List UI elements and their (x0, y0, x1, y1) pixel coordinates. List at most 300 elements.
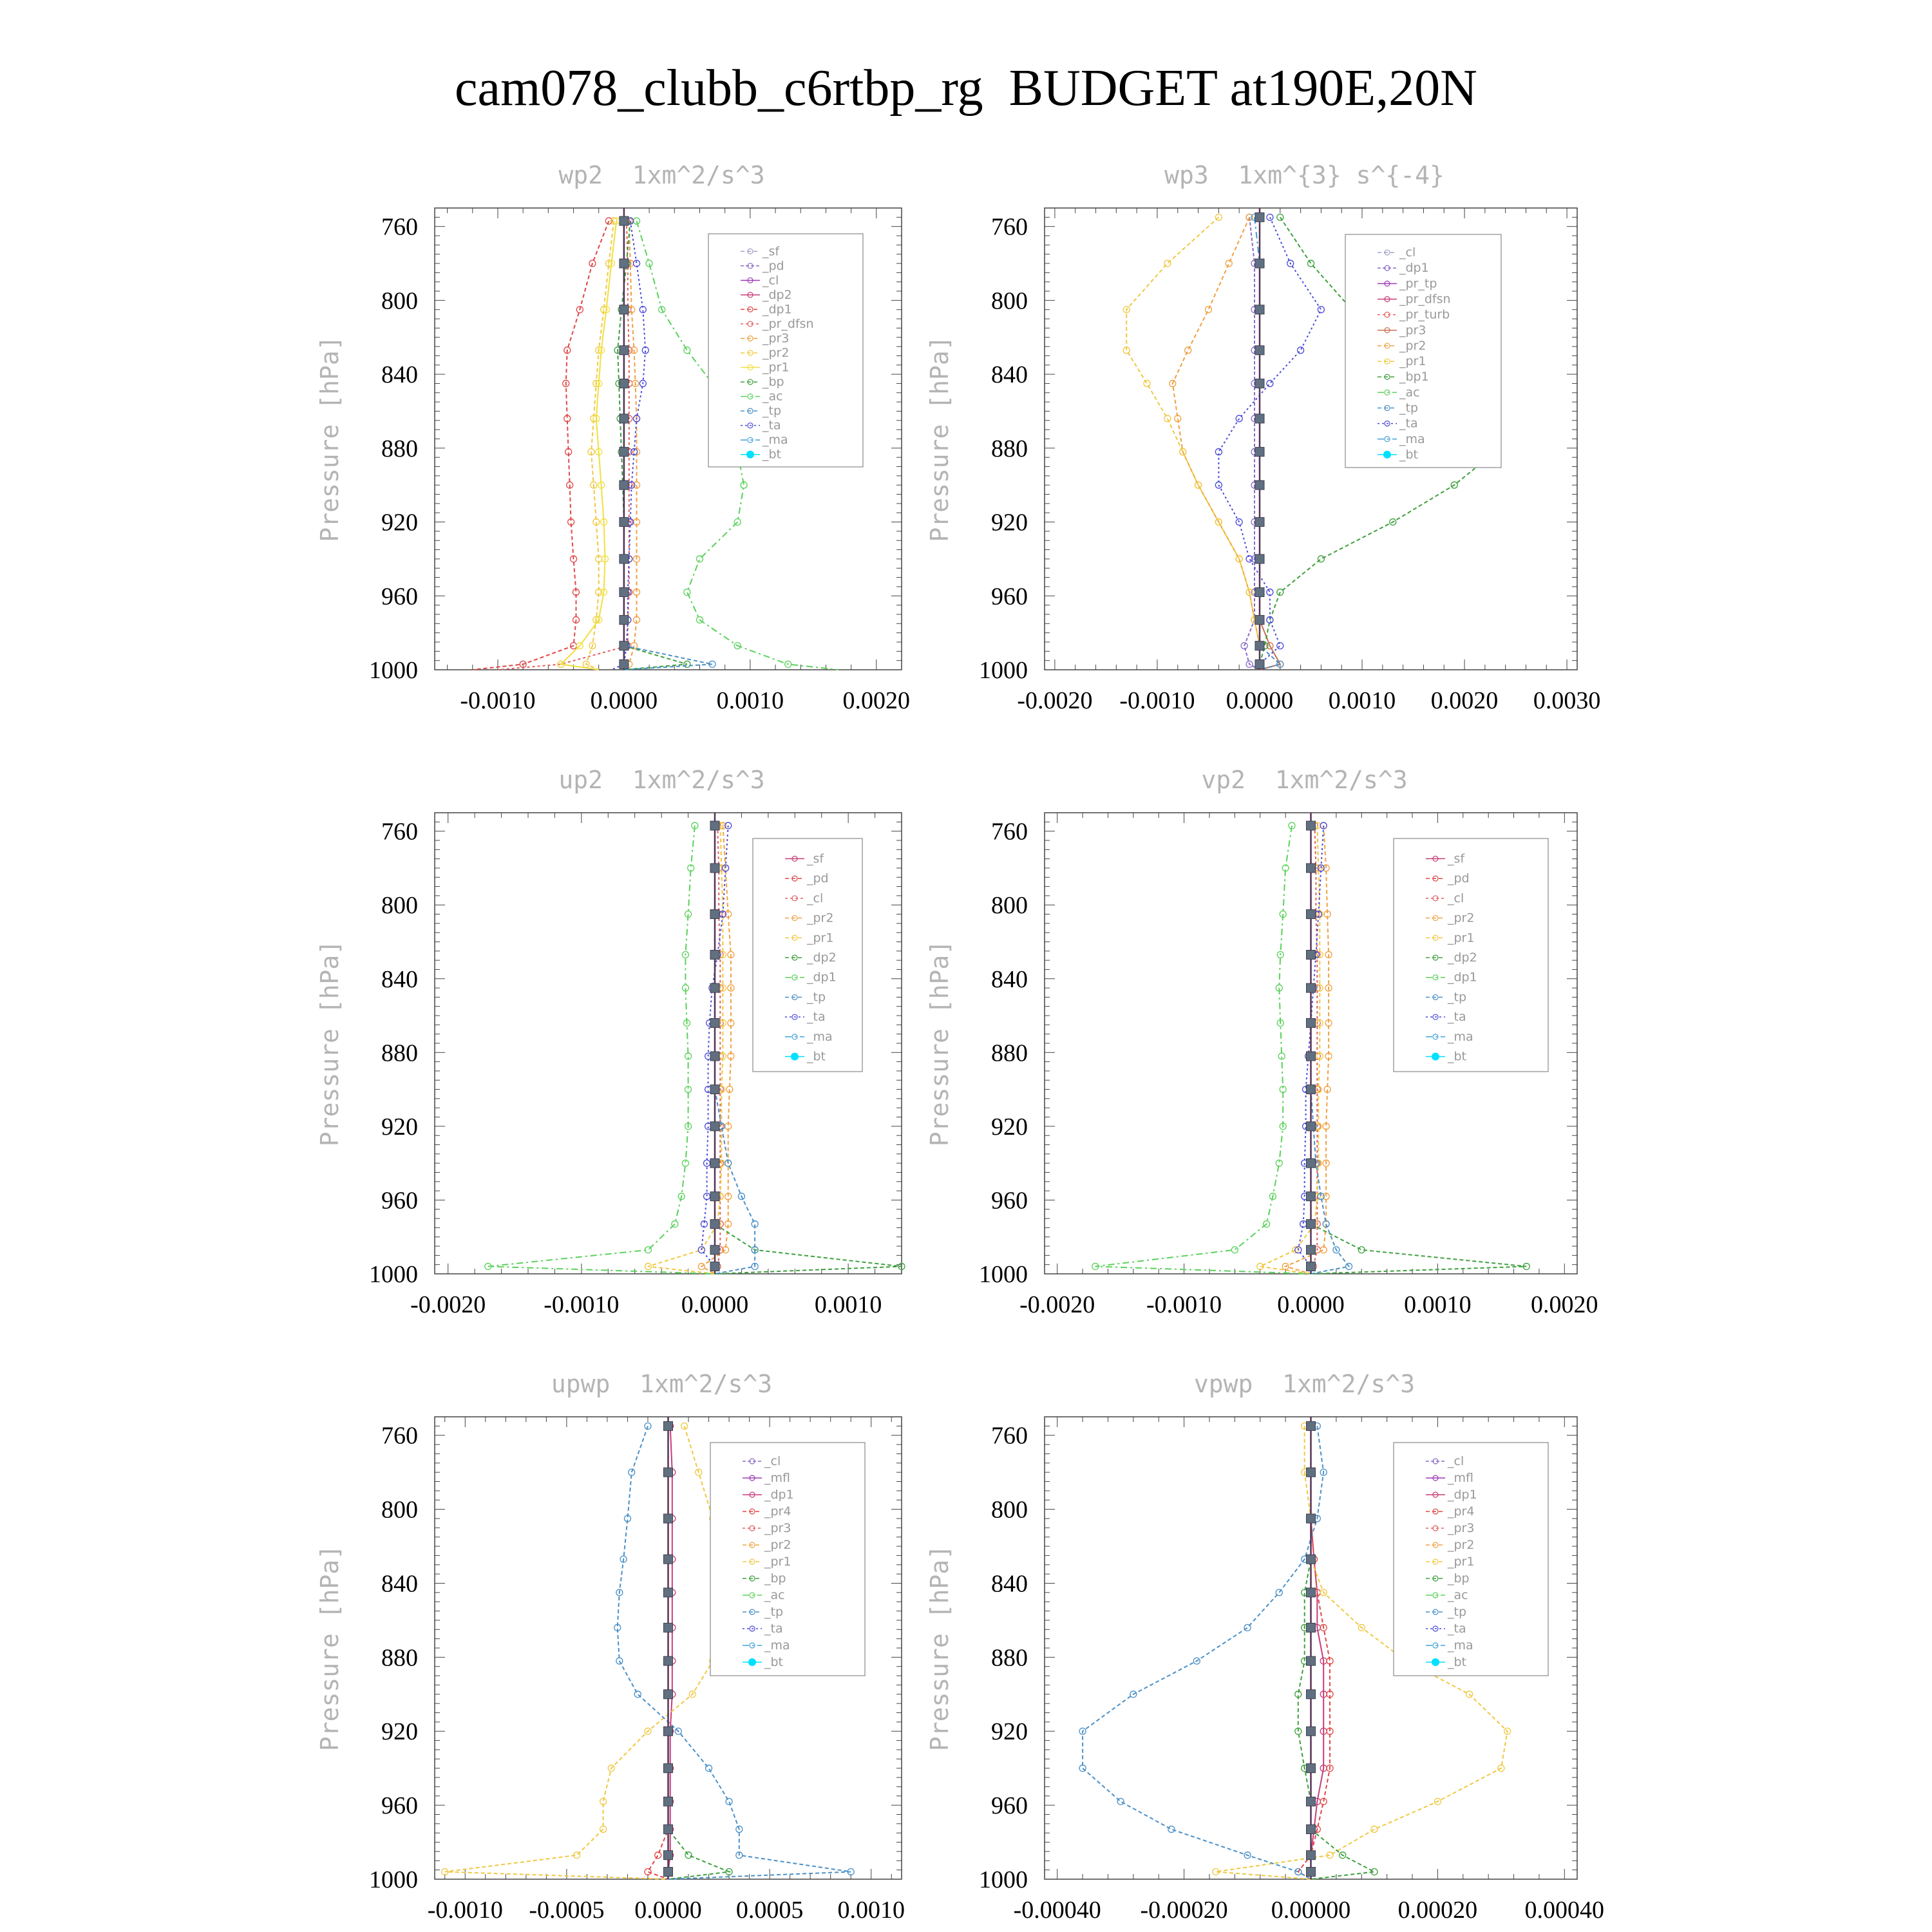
legend-label: _ta (762, 418, 781, 433)
y-tick-label: 960 (381, 583, 418, 611)
y-axis-label: Pressure [hPa] (316, 336, 344, 542)
y-tick-label: 760 (991, 213, 1028, 241)
legend-label: _pr2 (807, 911, 834, 925)
zero-profile-marker (1255, 259, 1264, 268)
zero-profile-marker (710, 864, 719, 873)
zero-profile-marker (1255, 480, 1264, 489)
zero-profile-marker (1307, 1690, 1316, 1699)
y-axis-label: Pressure [hPa] (925, 940, 954, 1147)
legend-marker (1383, 451, 1391, 459)
data-point (1277, 643, 1283, 649)
series-line (648, 826, 723, 1274)
x-tick-label: -0.00040 (1013, 1897, 1101, 1924)
zero-profile-marker (664, 1727, 673, 1736)
y-tick-label: 840 (991, 1570, 1028, 1598)
zero-profile-marker (1307, 1421, 1316, 1430)
zero-profile-marker (710, 1262, 719, 1271)
data-point (685, 1852, 692, 1859)
x-tick-label: 0.0000 (634, 1897, 702, 1924)
x-tick-label: 0.0000 (590, 687, 658, 714)
legend-label: _ma (764, 1638, 790, 1653)
x-tick-label: 0.00000 (1271, 1897, 1351, 1924)
zero-profile-marker (620, 305, 629, 314)
panel-1 (316, 161, 910, 714)
x-tick-label: 0.0020 (1430, 687, 1499, 714)
legend-label: _dp1 (1399, 261, 1429, 276)
legend-label: _sf (807, 851, 824, 866)
x-tick-label: -0.0010 (460, 687, 536, 714)
series-line (561, 221, 616, 670)
zero-profile-marker (1307, 1262, 1316, 1271)
zero-profile-marker (1307, 1824, 1316, 1833)
zero-profile-marker (664, 1764, 673, 1773)
zero-profile-marker (620, 379, 629, 388)
legend-label: _bp1 (1399, 370, 1429, 384)
legend-marker (748, 1658, 756, 1666)
x-tick-label: 0.0000 (1277, 1291, 1345, 1318)
legend-label: _mfl (764, 1471, 790, 1485)
legend-label: _pr4 (764, 1504, 791, 1519)
x-tick-label: 0.0005 (735, 1897, 804, 1924)
data-point (1144, 380, 1150, 386)
legend-label: _pr1 (1399, 354, 1426, 369)
zero-profile-marker (620, 641, 629, 650)
data-point (684, 347, 690, 354)
legend-label: _dp2 (762, 287, 792, 302)
legend-label: _pr2 (1448, 911, 1475, 925)
zero-profile-marker (620, 554, 629, 564)
data-point (684, 589, 690, 596)
x-tick-label: 0.0000 (681, 1291, 749, 1318)
data-point (634, 1691, 641, 1698)
y-tick-label: 920 (991, 509, 1028, 536)
legend-label: _bt (1448, 1049, 1467, 1064)
y-tick-label: 880 (381, 1039, 418, 1067)
y-tick-label: 920 (991, 1718, 1028, 1746)
legend-label: _tp (807, 990, 826, 1005)
y-tick-label: 1000 (979, 657, 1028, 684)
x-tick-label: -0.0010 (427, 1897, 503, 1924)
legend-label: _dp1 (1448, 970, 1477, 985)
zero-profile-marker (1307, 1159, 1316, 1168)
legend-label: _pr3 (764, 1521, 791, 1535)
zero-profile-marker (1307, 1851, 1316, 1860)
legend-label: _bt (762, 447, 782, 462)
data-point (1168, 1826, 1175, 1832)
zero-profile-marker (1307, 1052, 1316, 1061)
data-point (1231, 1247, 1238, 1253)
series-line (648, 1426, 668, 1879)
zero-profile-marker (710, 983, 719, 992)
y-tick-label: 760 (381, 1422, 418, 1450)
zero-profile-marker (664, 1555, 673, 1564)
legend-label: _sf (762, 244, 780, 259)
legend-label: _ta (764, 1622, 783, 1636)
x-tick-label: -0.0010 (1146, 1291, 1222, 1318)
panel-title: wp3 1xm^{3} s^{-4} (1164, 161, 1444, 189)
y-tick-label: 800 (991, 287, 1028, 315)
zero-profile-marker (664, 1514, 673, 1523)
zero-profile-marker (1307, 1122, 1316, 1131)
x-tick-label: -0.0010 (1119, 687, 1195, 714)
zero-profile-marker (664, 1851, 673, 1860)
y-tick-label: 800 (991, 1496, 1028, 1524)
legend-label: _tp (1448, 990, 1467, 1005)
zero-profile-marker (620, 518, 629, 527)
y-axis-label: Pressure [hPa] (925, 1544, 954, 1752)
x-tick-label: 0.00020 (1397, 1897, 1478, 1924)
data-point (706, 1765, 712, 1772)
data-point (1226, 260, 1232, 267)
data-point (1164, 415, 1171, 422)
legend-label: _pr_turb (1399, 307, 1450, 322)
y-tick-label: 800 (381, 1496, 418, 1524)
zero-profile-marker (1307, 1764, 1316, 1773)
zero-profile-marker (1255, 641, 1264, 650)
zero-profile-marker (1255, 213, 1264, 222)
legend-label: _bp (1448, 1571, 1470, 1586)
y-tick-label: 880 (991, 1039, 1028, 1067)
x-tick-label: 0.0010 (837, 1897, 905, 1924)
legend-label: _pr1 (807, 931, 834, 945)
zero-profile-marker (664, 1656, 673, 1665)
y-tick-label: 840 (991, 965, 1028, 993)
y-tick-label: 760 (991, 818, 1028, 846)
data-point (681, 1423, 688, 1429)
series-line (1095, 826, 1311, 1274)
zero-profile-marker (1255, 346, 1264, 355)
panel-4 (925, 766, 1598, 1318)
legend-label: _tp (764, 1605, 784, 1619)
zero-profile-marker (710, 910, 719, 919)
zero-profile-marker (1255, 414, 1264, 423)
data-point (1236, 415, 1242, 422)
zero-profile-marker (620, 659, 629, 668)
y-tick-label: 800 (381, 287, 418, 315)
y-tick-label: 880 (991, 435, 1028, 462)
series-line (1083, 1426, 1323, 1879)
series-line (498, 221, 629, 670)
x-tick-label: 0.0010 (716, 687, 784, 714)
legend-label: _pr3 (762, 331, 790, 346)
y-axis-label: Pressure [hPa] (316, 1544, 344, 1752)
y-tick-label: 920 (381, 1718, 418, 1746)
zero-profile-marker (710, 821, 719, 830)
zero-profile-marker (1307, 1085, 1316, 1094)
legend-label: _dp1 (762, 302, 792, 317)
data-point (1318, 556, 1324, 562)
zero-profile-marker (620, 216, 629, 225)
series-line (715, 826, 755, 1274)
y-axis-label: Pressure [hPa] (316, 940, 344, 1147)
zero-profile-marker (620, 259, 629, 268)
series-line (1218, 217, 1321, 670)
y-tick-label: 880 (381, 435, 418, 462)
legend-label: _ma (1448, 1638, 1473, 1653)
zero-profile-marker (1307, 1656, 1316, 1665)
legend-label: _ma (807, 1029, 833, 1044)
legend-label: _pr_dfsn (762, 316, 814, 331)
legend-label: _dp1 (764, 1488, 794, 1502)
legend-label: _dp2 (1448, 951, 1477, 965)
zero-profile-marker (1307, 951, 1316, 960)
data-point (1244, 1624, 1251, 1631)
data-point (1308, 260, 1314, 267)
panel-3 (316, 766, 905, 1318)
data-point (1267, 380, 1273, 386)
y-tick-label: 800 (381, 892, 418, 920)
zero-profile-marker (710, 1245, 719, 1255)
legend-label: _pr4 (1448, 1504, 1475, 1519)
y-tick-label: 920 (381, 509, 418, 536)
legend-label: _pr1 (762, 360, 790, 375)
legend-label: _bt (1399, 447, 1419, 462)
legend-label: _pd (807, 871, 829, 886)
x-tick-label: -0.0020 (410, 1291, 486, 1318)
series-line (586, 221, 614, 670)
zero-profile-marker (1307, 1514, 1316, 1523)
zero-profile-marker (1307, 1868, 1316, 1877)
zero-profile-marker (1307, 1220, 1316, 1229)
x-tick-label: -0.0010 (544, 1291, 620, 1318)
zero-profile-marker (1255, 448, 1264, 457)
x-tick-label: 0.0010 (1328, 687, 1396, 714)
legend-label: _pr3 (1448, 1521, 1475, 1535)
legend-label: _bp (764, 1571, 786, 1586)
legend-label: _ac (764, 1588, 785, 1602)
legend-label: _dp2 (807, 951, 837, 965)
legend-marker (791, 1053, 799, 1061)
zero-profile-marker (664, 1868, 673, 1877)
legend-label: _pd (762, 258, 784, 273)
y-tick-label: 840 (381, 361, 418, 389)
data-point (1298, 347, 1304, 354)
legend-label: _tp (762, 404, 782, 419)
legend-label: _ta (807, 1010, 826, 1025)
zero-profile-marker (1255, 588, 1264, 597)
data-point (629, 1469, 635, 1475)
data-point (1185, 347, 1191, 354)
legend-label: _bt (807, 1049, 826, 1064)
series-line (1298, 1426, 1330, 1879)
y-tick-label: 800 (991, 892, 1028, 920)
data-point (726, 1798, 732, 1804)
zero-profile-marker (1255, 554, 1264, 564)
legend-label: _tp (1448, 1605, 1467, 1619)
legend-label: _pr1 (1448, 1555, 1475, 1569)
zero-profile-marker (710, 1220, 719, 1229)
y-tick-label: 1000 (979, 1866, 1028, 1893)
panel-title: vp2 1xm^2/s^3 (1201, 766, 1408, 794)
legend-label: _cl (764, 1454, 781, 1468)
legend-label: _ac (762, 389, 783, 404)
zero-profile-marker (664, 1421, 673, 1430)
legend-label: _pd (1448, 871, 1470, 886)
legend-label: _cl (1448, 1454, 1464, 1468)
zero-profile-marker (710, 951, 719, 960)
x-tick-label: 0.0010 (1404, 1291, 1472, 1318)
x-tick-label: 0.0030 (1533, 687, 1601, 714)
legend-label: _dp1 (1448, 1488, 1477, 1502)
series-line (701, 826, 731, 1274)
legend-label: _ma (762, 433, 788, 448)
zero-profile-marker (664, 1468, 673, 1477)
y-tick-label: 760 (381, 213, 418, 241)
x-tick-label: -0.0020 (1017, 687, 1093, 714)
zero-profile-marker (664, 1690, 673, 1699)
zero-profile-marker (620, 480, 629, 489)
zero-profile-marker (1307, 821, 1316, 830)
x-tick-label: -0.00020 (1140, 1897, 1228, 1924)
zero-profile-marker (1307, 1623, 1316, 1632)
zero-profile-marker (1307, 1588, 1316, 1597)
zero-profile-marker (620, 448, 629, 457)
legend-label: _ac (1448, 1588, 1468, 1602)
data-point (1164, 260, 1171, 267)
y-tick-label: 880 (381, 1644, 418, 1672)
data-point (1205, 307, 1211, 313)
zero-profile-marker (664, 1623, 673, 1632)
legend-label: _cl (1448, 891, 1464, 905)
y-tick-label: 1000 (369, 1261, 418, 1288)
legend-label: _pr2 (764, 1538, 791, 1552)
legend-label: _ta (1448, 1622, 1466, 1636)
y-tick-label: 880 (991, 1644, 1028, 1672)
legend-label: _bt (1448, 1655, 1467, 1669)
series-line (1285, 826, 1329, 1274)
x-tick-label: 0.00040 (1524, 1897, 1605, 1924)
x-tick-label: 0.0010 (814, 1291, 882, 1318)
series-line (488, 826, 715, 1274)
zero-profile-marker (1255, 379, 1264, 388)
y-tick-label: 1000 (369, 1866, 418, 1893)
legend-marker (1432, 1658, 1439, 1666)
series-line (1173, 217, 1260, 670)
zero-profile-marker (710, 1192, 719, 1201)
zero-profile-marker (1307, 1555, 1316, 1564)
data-point (696, 556, 703, 562)
zero-profile-marker (710, 1159, 719, 1168)
legend-label: _pr2 (762, 346, 790, 360)
zero-profile-marker (664, 1588, 673, 1597)
y-tick-label: 1000 (369, 657, 418, 684)
panel-title: wp2 1xm^2/s^3 (558, 161, 765, 189)
zero-profile-marker (1307, 864, 1316, 873)
legend-label: _pr3 (1399, 323, 1426, 337)
zero-profile-marker (710, 1085, 719, 1094)
zero-profile-marker (664, 1824, 673, 1833)
series-line (1244, 217, 1260, 670)
zero-profile-marker (1307, 910, 1316, 919)
panel-title: upwp 1xm^2/s^3 (551, 1370, 773, 1398)
data-point (704, 1193, 710, 1200)
y-tick-label: 960 (991, 1792, 1028, 1820)
zero-profile-marker (1255, 518, 1264, 527)
legend-marker (746, 451, 754, 459)
zero-profile-marker (1255, 659, 1264, 668)
y-tick-label: 960 (381, 1792, 418, 1820)
data-point (1276, 1589, 1282, 1596)
series-line (1298, 1426, 1374, 1879)
zero-profile-marker (1307, 1245, 1316, 1255)
legend-label: _pr_dfsn (1399, 292, 1451, 307)
panel-title: vpwp 1xm^2/s^3 (1193, 1370, 1416, 1398)
figure-title: cam078_clubb_c6rtbp_rg BUDGET at190E,20N (455, 60, 1477, 117)
zero-profile-marker (1307, 1018, 1316, 1027)
zero-profile-marker (1307, 1468, 1316, 1477)
legend-label: _pr2 (1448, 1538, 1475, 1552)
y-tick-label: 920 (991, 1113, 1028, 1141)
series-line (473, 221, 609, 670)
zero-profile-marker (1307, 1797, 1316, 1806)
zero-profile-marker (1307, 1727, 1316, 1736)
y-tick-label: 760 (381, 818, 418, 846)
data-point (1371, 1826, 1378, 1832)
y-tick-label: 920 (381, 1113, 418, 1141)
legend-label: _tp (1399, 401, 1419, 415)
legend-marker (1432, 1053, 1439, 1061)
x-tick-label: 0.0000 (1226, 687, 1294, 714)
zero-profile-marker (710, 1018, 719, 1027)
zero-profile-marker (1307, 1192, 1316, 1201)
data-point (645, 1423, 651, 1429)
y-tick-label: 960 (991, 583, 1028, 611)
zero-profile-marker (710, 1122, 719, 1131)
legend-label: _cl (762, 273, 779, 288)
zero-profile-marker (1255, 305, 1264, 314)
legend-label: _pr2 (1399, 338, 1426, 353)
y-tick-label: 840 (991, 361, 1028, 389)
zero-profile-marker (620, 616, 629, 625)
y-tick-label: 1000 (979, 1261, 1028, 1288)
zero-profile-marker (664, 1797, 673, 1806)
y-axis-label: Pressure [hPa] (925, 336, 954, 542)
y-tick-label: 760 (991, 1422, 1028, 1450)
data-point (1079, 1765, 1086, 1772)
x-tick-label: 0.0020 (1531, 1291, 1598, 1318)
legend-label: _ac (1399, 385, 1420, 400)
legend-label: _pr1 (1448, 931, 1475, 945)
y-tick-label: 960 (991, 1187, 1028, 1215)
zero-profile-marker (620, 414, 629, 423)
panel-2 (925, 161, 1600, 714)
legend-label: _mfl (1448, 1471, 1473, 1485)
legend-label: _ta (1399, 416, 1418, 431)
zero-profile-marker (620, 346, 629, 355)
y-tick-label: 960 (381, 1187, 418, 1215)
legend-label: _ma (1448, 1029, 1473, 1044)
y-tick-label: 840 (381, 1570, 418, 1598)
data-point (1117, 1798, 1124, 1804)
y-tick-label: 840 (381, 965, 418, 993)
legend-label: _ta (1448, 1010, 1466, 1025)
panel-6 (925, 1370, 1604, 1924)
legend-label: _dp1 (807, 970, 837, 985)
zero-profile-marker (710, 1052, 719, 1061)
legend-label: _pr1 (764, 1555, 791, 1569)
series-line (1126, 217, 1260, 670)
zero-profile-marker (1307, 983, 1316, 992)
zero-profile-marker (1255, 616, 1264, 625)
data-point (655, 1852, 661, 1859)
data-point (1318, 307, 1324, 313)
series-line (445, 1426, 719, 1879)
panel-title: up2 1xm^2/s^3 (558, 766, 765, 794)
zero-profile-marker (620, 588, 629, 597)
panel-5 (316, 1370, 905, 1924)
x-tick-label: 0.0020 (842, 687, 911, 714)
legend-label: _bt (764, 1655, 784, 1669)
